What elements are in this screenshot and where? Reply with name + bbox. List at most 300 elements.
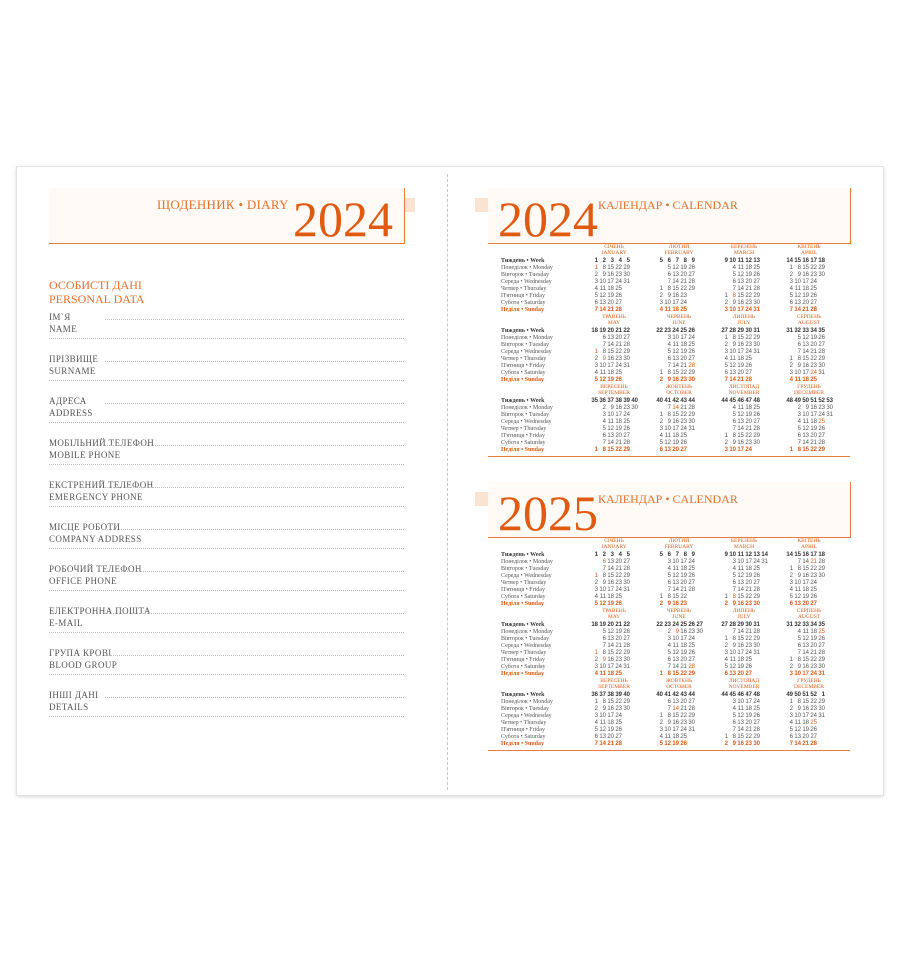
field-write-line[interactable] (105, 529, 404, 530)
month-grid (720, 398, 760, 454)
day-cell: 20 (802, 300, 809, 306)
day-cell: 1 (789, 566, 793, 572)
day-row (655, 286, 695, 293)
month-title (647, 384, 711, 396)
week-number: 29 (737, 328, 744, 334)
week-number: 31 (786, 328, 793, 334)
day-cell: 16 (810, 405, 817, 411)
day-cell: 1 (594, 349, 598, 355)
day-cell: 19 (680, 349, 687, 355)
day-cell: 22 (810, 566, 817, 572)
day-cell: 25 (753, 405, 760, 411)
day-cell: 11 (794, 377, 801, 383)
day-cell: 30 (631, 405, 638, 411)
calendar-year: 2024 (498, 191, 598, 247)
week-number: 18 (591, 622, 598, 628)
day-row (720, 699, 760, 706)
month-name-uk: ТРАВЕНЬ (602, 608, 626, 614)
day-cell: 24 (615, 713, 622, 719)
day-cell: 15 (802, 699, 809, 705)
day-cell: 6 (797, 342, 801, 348)
day-row (655, 699, 695, 706)
day-cell: 19 (737, 664, 744, 670)
day-cell: 15 (607, 447, 614, 453)
day-row (590, 580, 630, 587)
day-cell: 12 (802, 636, 809, 642)
field-write-line[interactable] (105, 487, 404, 488)
day-cell: 8 (667, 370, 671, 376)
day-cell: 26 (753, 272, 760, 278)
month-grid (590, 622, 630, 678)
month-name-uk: ЧЕРВЕНЬ (666, 314, 692, 320)
day-row (655, 566, 695, 573)
day-cell: 17 (745, 699, 752, 705)
day-row (785, 286, 825, 293)
day-row (720, 342, 760, 349)
day-row (590, 559, 630, 566)
day-cell: 25 (810, 587, 817, 593)
field-label-uk: МОБІЛЬНИЙ ТЕЛЕФОН (49, 438, 155, 448)
month-name-uk: ЛЮТИЙ (668, 244, 690, 250)
day-cell: 20 (680, 272, 687, 278)
field-write-line[interactable] (105, 613, 404, 614)
day-cell: 13 (802, 342, 809, 348)
day-cell: 8 (667, 713, 671, 719)
weekday-label: Неділя • Sunday (501, 741, 545, 747)
day-cell: 10 (672, 636, 679, 642)
week-number: 2 (602, 552, 606, 558)
day-cell: 9 (675, 629, 679, 635)
field-label-en: MOBILE PHONE (49, 450, 121, 460)
field-write-line[interactable] (49, 464, 404, 465)
day-cell: 9 (667, 419, 671, 425)
day-cell: 27 (818, 342, 825, 348)
month-title (712, 608, 776, 620)
day-row (590, 307, 630, 314)
week-number: 52 (810, 692, 817, 698)
week-numbers-row (785, 552, 825, 559)
day-cell: 26 (680, 741, 687, 747)
day-cell: 8 (732, 293, 736, 299)
weekday-label: Вівторок • Tuesday (501, 636, 550, 642)
day-cell: 6 (667, 657, 671, 663)
day-cell: 5 (789, 293, 793, 299)
day-cell: 26 (745, 363, 752, 369)
day-cell: 2 (594, 657, 598, 663)
day-cell: 29 (753, 594, 760, 600)
day-cell: 14 (672, 363, 679, 369)
day-cell: 3 (724, 650, 728, 656)
week-number: 33 (802, 328, 809, 334)
day-cell: 30 (688, 720, 695, 726)
month-name-uk: БЕРЕЗЕНЬ (730, 244, 758, 250)
week-number: 18 (818, 258, 825, 264)
month-name-en: AUGUST (797, 320, 821, 326)
field-write-line[interactable] (49, 422, 404, 423)
day-cell: 28 (745, 377, 752, 383)
day-cell: 28 (623, 342, 630, 348)
day-row (720, 405, 760, 412)
month-grid (655, 692, 695, 748)
week-number: 4 (618, 258, 622, 264)
day-cell: 10 (794, 279, 801, 285)
day-cell: 24 (680, 426, 687, 432)
day-row (720, 349, 760, 356)
day-cell: 2 (789, 363, 793, 369)
day-cell: 1 (594, 573, 598, 579)
day-cell: 14 (737, 587, 744, 593)
month-title (777, 608, 841, 620)
day-cell: 2 (594, 356, 598, 362)
day-cell: 30 (688, 419, 695, 425)
month-grid (590, 258, 630, 314)
week-number: 52 (818, 398, 825, 404)
day-row (590, 279, 630, 286)
day-cell: 5 (797, 636, 801, 642)
day-cell: 27 (623, 433, 630, 439)
day-cell: 28 (688, 587, 695, 593)
weekday-label: Вівторок • Tuesday (501, 342, 550, 348)
day-cell: 3 (594, 363, 598, 369)
day-cell: 16 (680, 629, 687, 635)
day-cell: 17 (607, 664, 614, 670)
day-cell: 1 (789, 699, 793, 705)
day-cell: 21 (607, 741, 614, 747)
day-row (655, 601, 695, 608)
day-cell: 15 (672, 370, 679, 376)
day-row (720, 377, 760, 384)
day-cell: 28 (615, 307, 622, 313)
day-cell: 8 (667, 286, 671, 292)
day-row (655, 636, 703, 643)
day-cell: 20 (672, 447, 679, 453)
day-cell: 29 (688, 286, 695, 292)
day-cell: 26 (615, 727, 622, 733)
day-cell: 17 (607, 587, 614, 593)
day-cell: 13 (607, 559, 614, 565)
day-cell: 27 (688, 272, 695, 278)
field-write-line[interactable] (105, 445, 404, 446)
day-cell: 6 (667, 580, 671, 586)
day-cell: 20 (615, 636, 622, 642)
day-cell: 11 (737, 405, 744, 411)
day-cell: 9 (797, 363, 801, 369)
day-cell: 4 (594, 370, 598, 376)
day-cell: 25 (688, 566, 695, 572)
day-row (720, 573, 768, 580)
field-label-uk: ЕЛЕКТРОННА ПОШТА (49, 606, 151, 616)
field-label-uk: ЕКСТРЕНИЙ ТЕЛЕФОН (49, 480, 154, 490)
day-cell: 20 (745, 279, 752, 285)
month-name-en: JULY (737, 320, 751, 326)
day-cell: 8 (602, 650, 606, 656)
day-cell: 26 (623, 426, 630, 432)
day-cell: 23 (810, 363, 817, 369)
day-row (590, 650, 630, 657)
field-write-line[interactable] (105, 361, 404, 362)
day-cell: 25 (615, 286, 622, 292)
month-name-en: JULY (737, 614, 751, 620)
day-cell: 7 (732, 629, 736, 635)
day-cell: 19 (607, 601, 614, 607)
day-row (590, 601, 630, 608)
month-name-en: NOVEMBER (728, 390, 760, 396)
weekday-label: Четвер • Thursday (501, 650, 547, 656)
weekday-label: Субота • Saturday (501, 664, 546, 670)
month-name-uk: КВІТЕНЬ (797, 538, 821, 544)
day-cell: 6 (602, 636, 606, 642)
day-cell: 6 (602, 335, 606, 341)
field-label-en: ADDRESS (49, 408, 93, 418)
day-cell: 23 (615, 657, 622, 663)
field-write-line[interactable] (49, 632, 404, 633)
week-number: 48 (753, 692, 760, 698)
field-write-line[interactable] (49, 380, 404, 381)
day-cell: 22 (615, 699, 622, 705)
day-cell: 31 (818, 713, 825, 719)
day-cell: 15 (607, 650, 614, 656)
day-cell: 9 (732, 741, 736, 747)
day-cell: 22 (745, 594, 752, 600)
day-cell: 17 (737, 307, 744, 313)
day-cell: 23 (615, 356, 622, 362)
day-row (720, 293, 760, 300)
day-cell: 28 (623, 643, 630, 649)
day-cell: 29 (818, 657, 825, 663)
day-cell: 20 (802, 601, 809, 607)
day-row (720, 580, 768, 587)
weekday-label: Вівторок • Tuesday (501, 412, 550, 418)
day-cell: 3 (594, 664, 598, 670)
day-cell: 7 (667, 664, 671, 670)
field-write-line[interactable] (105, 697, 404, 698)
month-title (582, 314, 646, 326)
weekday-label: Середа • Wednesday (501, 279, 552, 285)
day-cell: 15 (737, 594, 744, 600)
day-row (720, 664, 760, 671)
week-number: 37 (607, 398, 614, 404)
day-cell: 11 (672, 342, 679, 348)
day-cell: 25 (615, 370, 622, 376)
field-write-line[interactable] (105, 403, 404, 404)
day-cell: 18 (802, 377, 809, 383)
day-cell: 10 (802, 412, 809, 418)
week-number: 39 (623, 398, 630, 404)
day-cell: 4 (797, 629, 801, 635)
week-number: 25 (680, 622, 687, 628)
day-cell: 23 (688, 629, 695, 635)
week-number: 9 (724, 552, 728, 558)
field-write-line[interactable] (105, 655, 404, 656)
field-label-en: COMPANY ADDRESS (49, 534, 142, 544)
day-cell: 1 (594, 447, 598, 453)
day-row (590, 300, 630, 307)
day-cell: 5 (594, 727, 598, 733)
day-cell: 21 (680, 664, 687, 670)
week-number: 45 (729, 398, 736, 404)
weekday-label: П'ятниця • Friday (501, 363, 545, 369)
field-label-uk: МІСЦЕ РОБОТИ (49, 522, 121, 532)
day-cell: 28 (688, 279, 695, 285)
week-number: 29 (737, 622, 744, 628)
day-cell: 29 (818, 265, 825, 271)
day-row (785, 272, 825, 279)
day-cell: 28 (753, 629, 760, 635)
field-write-line[interactable] (105, 319, 404, 320)
day-cell: 12 (794, 594, 801, 600)
day-row (655, 657, 703, 664)
day-cell: 12 (599, 601, 606, 607)
day-cell: 1 (789, 657, 793, 663)
day-row (720, 265, 760, 272)
day-row (785, 440, 833, 447)
day-cell: 14 (737, 426, 744, 432)
day-cell: 8 (732, 433, 736, 439)
day-cell: 29 (623, 650, 630, 656)
month-grid (720, 258, 760, 314)
day-cell: 19 (802, 727, 809, 733)
day-cell: 19 (745, 272, 752, 278)
day-cell: 9 (602, 657, 606, 663)
month-name-uk: ГРУДЕНЬ (797, 384, 821, 390)
day-cell: 16 (802, 272, 809, 278)
field-write-line[interactable] (49, 716, 404, 717)
day-cell: 20 (680, 699, 687, 705)
day-cell: 17 (680, 335, 687, 341)
field-write-line[interactable] (49, 590, 404, 591)
month-grid (590, 552, 630, 608)
field-write-line[interactable] (49, 674, 404, 675)
day-cell: 26 (688, 349, 695, 355)
day-cell: 8 (797, 447, 801, 453)
day-cell: 3 (724, 349, 728, 355)
day-cell: 21 (810, 349, 817, 355)
month-name-en: NOVEMBER (728, 684, 760, 690)
day-cell: 15 (737, 293, 744, 299)
day-cell: 10 (737, 699, 744, 705)
day-cell: 17 (672, 426, 679, 432)
day-cell: 14 (607, 440, 614, 446)
day-row (655, 335, 695, 342)
day-cell: 24 (615, 363, 622, 369)
week-number: 49 (794, 398, 801, 404)
day-cell: 3 (667, 559, 671, 565)
day-cell: 18 (607, 286, 614, 292)
day-cell: 29 (688, 713, 695, 719)
day-row (785, 650, 825, 657)
day-cell: 24 (753, 559, 760, 565)
field-write-line[interactable] (49, 338, 404, 339)
day-row (785, 643, 825, 650)
day-row (720, 433, 760, 440)
field-write-line[interactable] (105, 571, 404, 572)
field-write-line[interactable] (49, 506, 404, 507)
day-row (655, 629, 703, 636)
day-row (590, 377, 630, 384)
weekday-label: П'ятниця • Friday (501, 727, 545, 733)
day-cell: 22 (810, 356, 817, 362)
day-cell: 8 (732, 636, 736, 642)
weekday-label: Тиждень • Week (501, 328, 545, 334)
week-number: 13 (753, 552, 760, 558)
day-row (655, 426, 695, 433)
day-row (655, 727, 695, 734)
day-row (785, 706, 825, 713)
day-cell: 28 (753, 426, 760, 432)
month-grid (785, 622, 825, 678)
day-cell: 22 (810, 265, 817, 271)
day-cell: 10 (672, 559, 679, 565)
calendar-bottom-line (488, 456, 850, 457)
day-cell: 21 (615, 566, 622, 572)
day-cell: 23 (745, 300, 752, 306)
day-cell: 27 (753, 580, 760, 586)
day-row (655, 587, 695, 594)
day-cell: 20 (745, 419, 752, 425)
week-number: 9 (691, 258, 695, 264)
day-cell: 8 (667, 594, 671, 600)
day-cell: 17 (737, 349, 744, 355)
day-cell: 11 (794, 587, 801, 593)
week-number: 40 (623, 692, 630, 698)
day-cell: 21 (745, 587, 752, 593)
day-row (590, 741, 630, 748)
week-number: 26 (688, 622, 695, 628)
day-cell: 14 (802, 559, 809, 565)
day-cell: 18 (745, 706, 752, 712)
day-cell: 19 (680, 650, 687, 656)
personal-data-title-uk: ОСОБИСТІ ДАНІ (49, 278, 142, 292)
day-cell: 16 (737, 342, 744, 348)
weekday-label: Середа • Wednesday (501, 573, 552, 579)
day-cell: 7 (732, 587, 736, 593)
weekday-label: Тиждень • Week (501, 398, 545, 404)
day-cell: 22 (615, 650, 622, 656)
day-cell: 7 (789, 741, 793, 747)
week-number: 36 (591, 692, 598, 698)
day-cell: 20 (737, 671, 744, 677)
week-numbers-row (590, 552, 630, 559)
day-cell: 3 (594, 279, 598, 285)
day-cell: 30 (623, 272, 630, 278)
day-cell: 29 (753, 433, 760, 439)
month-name-en: JANUARY (601, 250, 627, 256)
week-number: 2 (602, 258, 606, 264)
day-cell: 14 (794, 307, 801, 313)
day-cell: 25 (753, 566, 760, 572)
day-cell: 8 (602, 349, 606, 355)
day-cell: 6 (667, 356, 671, 362)
day-cell: 11 (794, 286, 801, 292)
month-name-uk: ЛИПЕНЬ (732, 314, 756, 320)
field-label-uk: ІНШІ ДАНІ (49, 690, 99, 700)
day-cell: 25 (753, 706, 760, 712)
day-cell: 10 (599, 664, 606, 670)
weekday-label: Субота • Saturday (501, 440, 546, 446)
weekday-label: Понеділок • Monday (501, 265, 553, 271)
day-cell: 1 (789, 265, 793, 271)
day-row (655, 706, 695, 713)
day-cell: 22 (810, 447, 817, 453)
field-write-line[interactable] (49, 548, 404, 549)
weekday-label: Понеділок • Monday (501, 405, 553, 411)
day-cell: 17 (802, 671, 809, 677)
day-cell: 17 (745, 559, 752, 565)
day-cell: 10 (664, 727, 671, 733)
day-cell: 6 (797, 643, 801, 649)
day-cell: 31 (688, 727, 695, 733)
day-cell: 14 (737, 286, 744, 292)
